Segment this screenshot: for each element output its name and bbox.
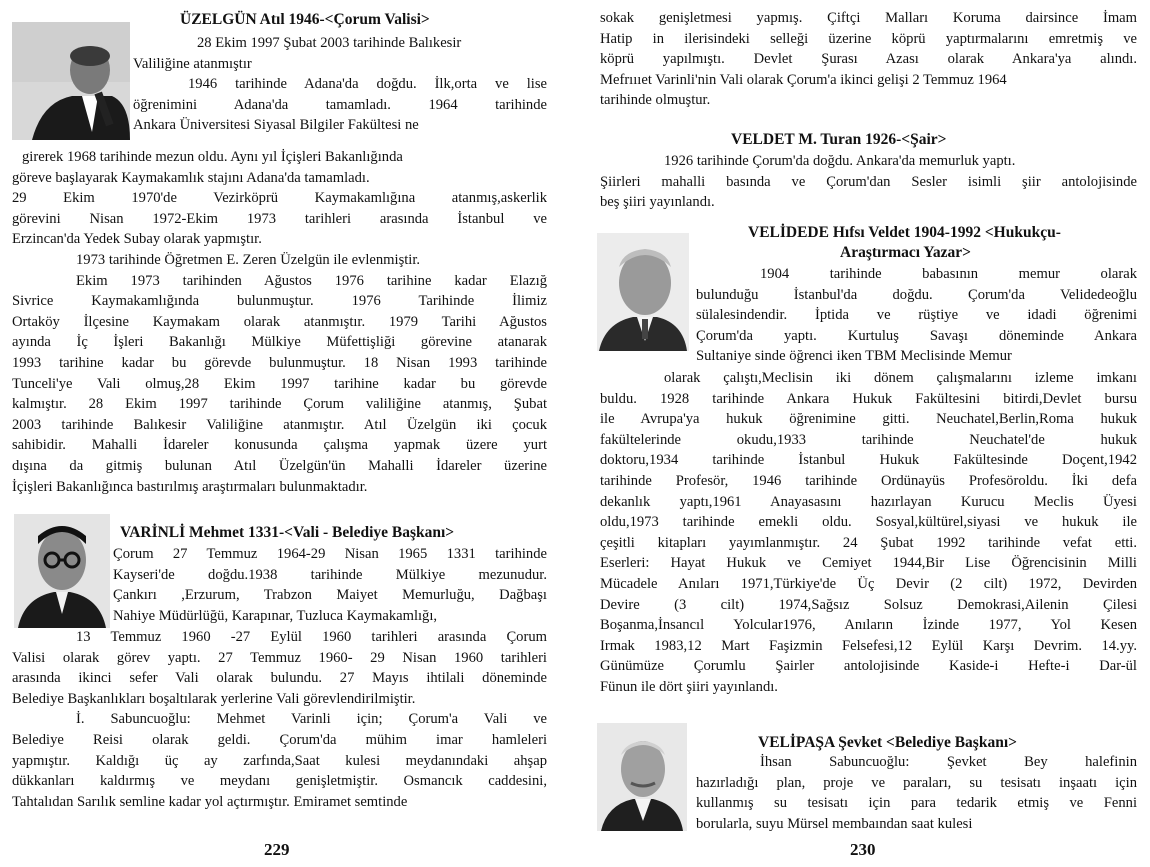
- text-line: buldu. 1928 tarihinde Ankara Hukuk Fakültesini bitirdi,Devlet bursu: [600, 390, 1137, 407]
- text-line: Belediye Reisi olarak geldi. Çorum'da mühim imar hamleleri: [12, 731, 547, 748]
- portrait-photo-varinli: [14, 514, 110, 628]
- text-line: doktoru,1934 tarihinde İstanbul Hukuk Fakültesinde Doçent,1942: [600, 452, 1137, 469]
- text-line: 13 Temmuz 1960 -27 Eylül 1960 tarihleri arasında Çorum: [76, 629, 547, 645]
- text-line: beş şiiri yayınlandı.: [600, 194, 715, 211]
- text-line: Nahiye Müdürlüğü, Karapınar, Tuzluca Kaymakamlığı,: [113, 607, 438, 624]
- entry-body-varinli-continued: [600, 8, 1137, 111]
- text-line: Ortaköy İlçesine Kaymakam olarak atanmıştır. 1979 Tarihi Ağustos: [12, 313, 547, 330]
- text-line: dekanlık yaptı,1961 Anayasasını hazırlayan Kurucu Meclis Üyesi: [600, 493, 1137, 510]
- text-line: 1973 tarihinde Öğretmen E. Zeren Üzelgün ile evlenmiştir.: [76, 251, 421, 268]
- text-line: kalmıştır. 28 Ekim 1997 tarihinde Çorum valiliğine atanmış, Şubat: [12, 396, 547, 413]
- entry-body-velidede: [600, 368, 1137, 698]
- portrait-photo-velipasa: [597, 723, 687, 831]
- text-line: ayında İç İşleri Bakanlığı Mülkiye Müfettişliği görevine atanarak: [12, 334, 547, 351]
- text-line: 28 Ekim 1997 Şubat 2003 tarihinde Balıkesir: [197, 35, 462, 51]
- text-line: tarihinde olmuştur.: [600, 92, 711, 109]
- text-line: yapmıştır. Kaldığı üç ay zarfında,Saat kulesi meydanındaki ahşap: [12, 752, 547, 769]
- text-line: Belediye Başkanlıkları boşaltılarak yerlerine Vali görevlendirilmiştir.: [12, 690, 416, 707]
- text-line: İçişleri Bakanlığınca bastırılmış araştırmaları bulunmaktadır.: [12, 478, 368, 495]
- entry-heading-velidede-line1: VELİDEDE Hıfsı Veldet 1904-1992 <Hukukçu-: [748, 224, 1061, 241]
- portrait-photo-icon: [597, 233, 689, 351]
- text-line: Erzincan'da Yedek Subay olarak yapmıştır.: [12, 231, 262, 248]
- entry-body-velidede-intro: [696, 264, 1137, 367]
- text-line: dışına da gitmiş bulunan Atıl Üzelgün'ün Mahalli İdareler üzerine: [12, 457, 547, 474]
- text-line: görevini Nisan 1972-Ekim 1973 tarihleri arasında İstanbul ve: [12, 210, 547, 227]
- text-line: Şiirleri mahalli basında ve Çorum'dan Sesler isimli şiir antolojisinde: [600, 173, 1137, 190]
- text-line: 1904 tarihinde babasının memur olarak: [760, 266, 1137, 282]
- text-line: kullanmış su tesisatı için para tedarik etmiş ve Fenni: [696, 795, 1137, 812]
- text-line: girerek 1968 tarihinde mezun oldu. Aynı yıl İçişleri Bakanlığında: [22, 149, 403, 165]
- portrait-photo-velidede: [597, 233, 689, 351]
- text-line: 1946 tarihinde Adana'da doğdu. İlk,orta ve lise: [188, 76, 547, 93]
- text-line: köprü yapılmıştı. Devlet Şurası Azası olarak Ankara'ya alındı.: [600, 51, 1137, 68]
- entry-body-uzelgun: [12, 147, 547, 497]
- text-line: Sultaniye sinde öğrenci iken TBM Meclisinde Memur: [696, 348, 1012, 365]
- text-line: Mücadele Anıları 1971,Türkiye'de Üç Devir (2 cilt) 1972, Devirden: [600, 575, 1137, 592]
- text-line: ile Avrupa'ya hukuk öğrenimine gitti. Neuchatel,Berlin,Roma hukuk: [600, 411, 1137, 428]
- text-line: Sivrice Kaymakamlığında bulunmuştur. 1976 Tarihinde İlimiz: [12, 293, 547, 310]
- portrait-photo-uzelgun: [12, 22, 130, 140]
- entry-body-varinli-intro: [113, 544, 547, 626]
- entry-body-varinli: [12, 627, 547, 812]
- text-line: dükkanları kaldırmış ve meydanı genişletmiştir. Osmancık caddesini,: [12, 773, 547, 790]
- text-line: Çorum 27 Temmuz 1964-29 Nisan 1965 1331 tarihinde: [113, 546, 547, 562]
- text-line: oldu,1973 tarihinde emekli oldu. Sosyal,kültürel,siyasi ve hukuk ile: [600, 514, 1137, 531]
- page-number: 229: [264, 840, 290, 859]
- text-line: Ankara Üniversitesi Siyasal Bilgiler Fakültesi ne: [133, 117, 419, 134]
- text-line: çeşitli kitapları yayımlanmıştır. 24 Şubat 1992 tarihinde vefat etti.: [600, 534, 1137, 551]
- text-line: Günümüze Çorumlu Şairler antolojisinde Kaside-i Hefte-i Dar-ül: [600, 658, 1137, 675]
- text-line: olarak çalıştı,Meclisin iki dönem çalışmalarını izleme imkanı: [664, 370, 1137, 386]
- text-line: Valisi olarak görev yaptı. 27 Temmuz 1960- 29 Nisan 1960 tarihleri: [12, 649, 547, 666]
- text-line: Tahtalıdan Sarılık semline kadar yol açtırmıştır. Emiramet semtinde: [12, 793, 408, 810]
- text-line: Çorum'da yaptı. Kurtuluş Savaşı döneminde Ankara: [696, 327, 1137, 344]
- text-line: tarihinde Profesör, 1946 tarihinde Ordünayüs Profesöroldu. İki defa: [600, 472, 1137, 489]
- text-line: arasında ikinci sefer Vali olarak bulundu. 27 Mayıs ihtilali döneminde: [12, 670, 547, 687]
- right-page: [575, 0, 1150, 867]
- text-line: borularla, suyu Mürsel membaından saat kulesi: [696, 815, 973, 832]
- text-line: 1926 tarihinde Çorum'da doğdu. Ankara'da memurluk yaptı.: [664, 153, 1016, 169]
- portrait-photo-icon: [14, 514, 110, 628]
- entry-body-velipasa: [696, 752, 1137, 834]
- entry-heading-veldet: VELDET M. Turan 1926-<Şair>: [731, 131, 947, 148]
- portrait-photo-icon: [597, 723, 687, 831]
- portrait-photo-icon: [12, 22, 130, 140]
- entry-heading-uzelgun: ÜZELGÜN Atıl 1946-<Çorum Valisi>: [180, 11, 430, 28]
- text-line: 2003 tarihinde Balıkesir Valiliğine atanmıştır. Atıl Üzelgün iki çocuk: [12, 416, 547, 433]
- entry-heading-varinli: VARİNLİ Mehmet 1331-<Vali - Belediye Başkanı>: [120, 524, 455, 541]
- text-line: Devire (3 cilt) 1974,Sağsız Solsuz Demokrasi,Ailenin Çilesi: [600, 596, 1137, 613]
- text-line: Tunceli'ye Vali olmuş,28 Ekim 1997 tarihine kadar bu görevde: [12, 375, 547, 392]
- text-line: İ. Sabuncuoğlu: Mehmet Varinli için; Çorum'a Vali ve: [76, 711, 547, 728]
- text-line: sülalesindendir. İptida ve rüştiye ve idadi öğrenimi: [696, 307, 1137, 324]
- text-line: sahibidir. Mahalli İdareler konusunda çalışma yapmak üzere yurt: [12, 437, 547, 454]
- text-line: Valiliğine atanmıştır: [133, 55, 252, 72]
- text-line: İhsan Sabuncuoğlu: Şevket Bey halefinin: [760, 754, 1137, 770]
- text-line: fakültelerinde okudu,1933 tarihinde Neuchatel'de hukuk: [600, 431, 1137, 448]
- entry-body-uzelgun-intro: [133, 33, 547, 136]
- text-line: bulunduğu İstanbul'da doğdu. Çorum'da Velidedeoğlu: [696, 286, 1137, 303]
- text-line: Mefrıııet Varinli'nin Vali olarak Çorum'a ikinci gelişi 2 Temmuz 1964: [600, 71, 1007, 88]
- text-line: Fünun ile dört şiiri yayınlandı.: [600, 678, 778, 695]
- entry-heading-velipasa: VELİPAŞA Şevket <Belediye Başkanı>: [758, 734, 1017, 751]
- page-number: 230: [850, 840, 876, 859]
- text-line: Irmak 1983,12 Mart Faşizmin Felsefesi,12 Eylül Karşı Devrim. 14.yy.: [600, 637, 1137, 654]
- entry-heading-velidede-line2: Araştırmacı Yazar>: [840, 244, 971, 261]
- text-line: Hatip in ilerisindeki selleği üzerine köprü yaptırmalarını emretmiş ve: [600, 30, 1137, 47]
- text-line: 1993 tarihine kadar bu görevde bulunmuştur. 18 Nisan 1993 tarihinde: [12, 354, 547, 371]
- text-line: Çankırı ,Erzurum, Trabzon Maiyet Memurluğu, Dağbaşı: [113, 587, 547, 604]
- text-line: sokak genişletmesi yapmış. Çiftçi Malları Koruma dairsince İmam: [600, 10, 1137, 26]
- entry-body-veldet: [600, 151, 1137, 213]
- text-line: öğrenimini Adana'da tamamladı. 1964 tarihinde: [133, 96, 547, 113]
- text-line: Boşanma,İnsancıl Yolcular1976, Anıların İzinde 1977, Yol Kesen: [600, 617, 1137, 634]
- text-line: göreve başlayarak Kaymakamlık stajını Adana'da tamamladı.: [12, 169, 370, 186]
- text-line: Eserleri: Hayat Hukuk ve Cemiyet 1944,Bir Lise Öğrencisinin Milli: [600, 555, 1137, 572]
- text-line: 29 Ekim 1970'de Vezirköprü Kaymakamlığına atanmış,askerlik: [12, 190, 547, 207]
- text-line: Ekim 1973 tarihinden Ağustos 1976 tarihine kadar Elazığ: [76, 272, 547, 289]
- text-line: Kayseri'de doğdu.1938 tarihinde Mülkiye mezunudur.: [113, 566, 547, 583]
- text-line: hazırladığı plan, proje ve paraları, su tesisatı inşaatı için: [696, 774, 1137, 791]
